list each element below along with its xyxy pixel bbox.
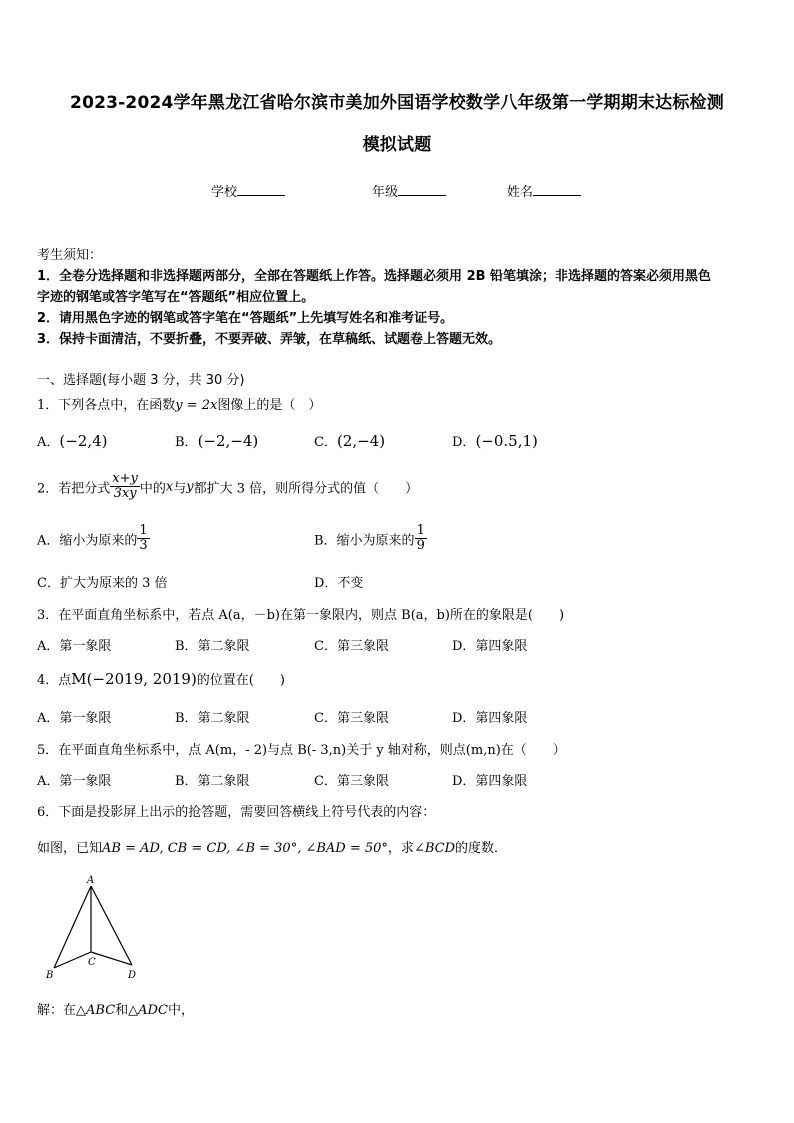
- q2-var-x: x: [165, 479, 174, 495]
- q6-target-angle: ∠BCD: [413, 841, 455, 856]
- question-5-stem: 5．在平面直角坐标系中，点 A(m，- 2)与点 B(- 3,n)关于 y 轴对称，则点(m,n)在（ ）: [37, 743, 566, 758]
- name-blank: [533, 183, 581, 196]
- edge-ad: [91, 886, 132, 965]
- q3-option-a: A．第一象限: [37, 639, 112, 654]
- question-2-stem: [37, 472, 418, 502]
- q2-option-d: D．不变: [314, 576, 364, 591]
- q6-solution-and: 和: [115, 1003, 129, 1018]
- label-d: D: [128, 970, 137, 981]
- notice-item: 2．请用黑色字迹的钢笔或答字笔在“答题纸”上先填写姓名和准考证号。: [37, 311, 454, 326]
- q2-option-a: [37, 524, 150, 554]
- q2-mid: 中的: [139, 481, 166, 497]
- label-b: B: [46, 970, 54, 981]
- label-c: C: [88, 957, 96, 968]
- q3-option-d: D．第四象限: [452, 639, 528, 654]
- q2-fraction: [110, 472, 140, 502]
- triangle-figure: [40, 874, 150, 986]
- q1-function: y = 2x: [175, 398, 218, 413]
- q1-suffix: 图像上的是（ ）: [217, 398, 322, 413]
- q2-var-y: y: [186, 479, 194, 495]
- exam-title-line1: 2023-2024学年黑龙江省哈尔滨市美加外国语学校数学八年级第一学期期末达标检测: [70, 93, 724, 113]
- q1-option-a-value: (−2,4): [59, 432, 108, 450]
- grade-label: 年级: [372, 185, 399, 200]
- question-6-solution: [37, 999, 194, 1018]
- q2-fraction-denominator: 3xy: [113, 486, 137, 502]
- question-6-given: [37, 837, 507, 856]
- q6-triangle-abc: △ABC: [76, 1003, 116, 1018]
- q4-option-a: A．第一象限: [37, 711, 112, 726]
- q2-prefix: 2．若把分式: [37, 481, 111, 497]
- section-heading: 一、选择题(每小题 3 分，共 30 分): [37, 373, 245, 388]
- q4-point: M(−2019, 2019): [71, 670, 197, 688]
- q6-given-math: AB = AD, CB = CD, ∠B = 30°, ∠BAD = 50°: [102, 841, 388, 856]
- q5-option-a: A．第一象限: [37, 774, 112, 789]
- name-label: 姓名: [507, 185, 534, 200]
- q2-option-c: C．扩大为原来的 3 倍: [37, 576, 168, 591]
- q1-option-d-value: (−0.5,1): [475, 432, 538, 450]
- notice-item: 字迹的钢笔或答字笔写在“答题纸”相应位置上。: [37, 290, 315, 305]
- q3-option-b: B．第二象限: [175, 639, 250, 654]
- q1-option-b-label: B．: [175, 435, 198, 450]
- question-3-stem: 3．在平面直角坐标系中，若点 A(a，－b)在第一象限内，则点 B(a，b)所在的象限是( ): [37, 608, 565, 623]
- q6-given-prefix: 如图，已知: [37, 841, 103, 856]
- grade-field: [372, 181, 446, 200]
- q1-option-d: [452, 431, 538, 450]
- q2-fraction-numerator: x+y: [112, 471, 138, 486]
- q2-option-b-text: B．缩小为原来的: [314, 533, 415, 549]
- q4-option-d: D．第四象限: [452, 711, 528, 726]
- q6-given-suffix: 的度数．: [455, 841, 508, 856]
- q1-option-b: [175, 431, 258, 450]
- q3-option-c: C．第三象限: [314, 639, 389, 654]
- notice-item: 3．保持卡面清洁，不要折叠，不要弄破、弄皱，在草稿纸、试题卷上答题无效。: [37, 332, 502, 347]
- question-1-stem: [37, 394, 321, 413]
- q4-option-b: B．第二象限: [175, 711, 250, 726]
- q2-and: 与: [173, 481, 187, 497]
- q4-prefix: 4．点: [37, 673, 72, 688]
- school-blank: [237, 183, 285, 196]
- school-label: 学校: [211, 185, 238, 200]
- q6-triangle-adc: △ADC: [128, 1003, 168, 1018]
- q1-option-c-value: (2,−4): [336, 432, 386, 450]
- q4-suffix: 的位置在( ): [196, 673, 285, 688]
- name-field: [507, 181, 581, 200]
- notice-item: 1．全卷分选择题和非选择题两部分，全部在答题纸上作答。选择题必须用 2B 铅笔填涂；非选择题的答案必须用黑色: [37, 269, 712, 284]
- q6-solution-prefix: 解：在: [37, 1003, 77, 1018]
- q1-option-c-label: C．: [314, 435, 337, 450]
- grade-blank: [398, 183, 446, 196]
- q1-option-d-label: D．: [452, 435, 476, 450]
- notice-heading: 考生须知：: [37, 248, 103, 263]
- q1-option-a-label: A．: [37, 435, 60, 450]
- q4-option-c: C．第三象限: [314, 711, 389, 726]
- q1-option-a: [37, 431, 108, 450]
- q5-option-d: D．第四象限: [452, 774, 528, 789]
- q2-suffix: 都扩大 3 倍，则所得分式的值（ ）: [193, 481, 419, 497]
- q5-option-b: B．第二象限: [175, 774, 250, 789]
- q2-option-b-numerator: 1: [416, 523, 425, 538]
- q5-option-c: C．第三象限: [314, 774, 389, 789]
- q2-option-b-denominator: 9: [416, 538, 425, 554]
- question-6-stem: 6．下面是投影屏上出示的抢答题，需要回答横线上符号代表的内容：: [37, 805, 436, 820]
- exam-title-line2: 模拟试题: [362, 135, 432, 155]
- q2-option-a-text: A．缩小为原来的: [37, 533, 138, 549]
- q2-option-b-fraction: [415, 524, 427, 554]
- q1-option-b-value: (−2,−4): [197, 432, 259, 450]
- q2-option-a-denominator: 3: [139, 538, 148, 554]
- q1-option-c: [314, 431, 385, 450]
- label-a: A: [87, 875, 95, 886]
- edge-ab: [54, 886, 91, 968]
- question-4-stem: [37, 669, 285, 688]
- q2-option-a-numerator: 1: [139, 523, 148, 538]
- q2-option-a-fraction: [137, 524, 149, 554]
- q2-option-b: [314, 524, 427, 554]
- q1-prefix: 1．下列各点中，在函数: [37, 398, 176, 413]
- q6-solution-suffix: 中，: [167, 1003, 194, 1018]
- school-field: [211, 181, 285, 200]
- q6-given-mid: ，求: [387, 841, 414, 856]
